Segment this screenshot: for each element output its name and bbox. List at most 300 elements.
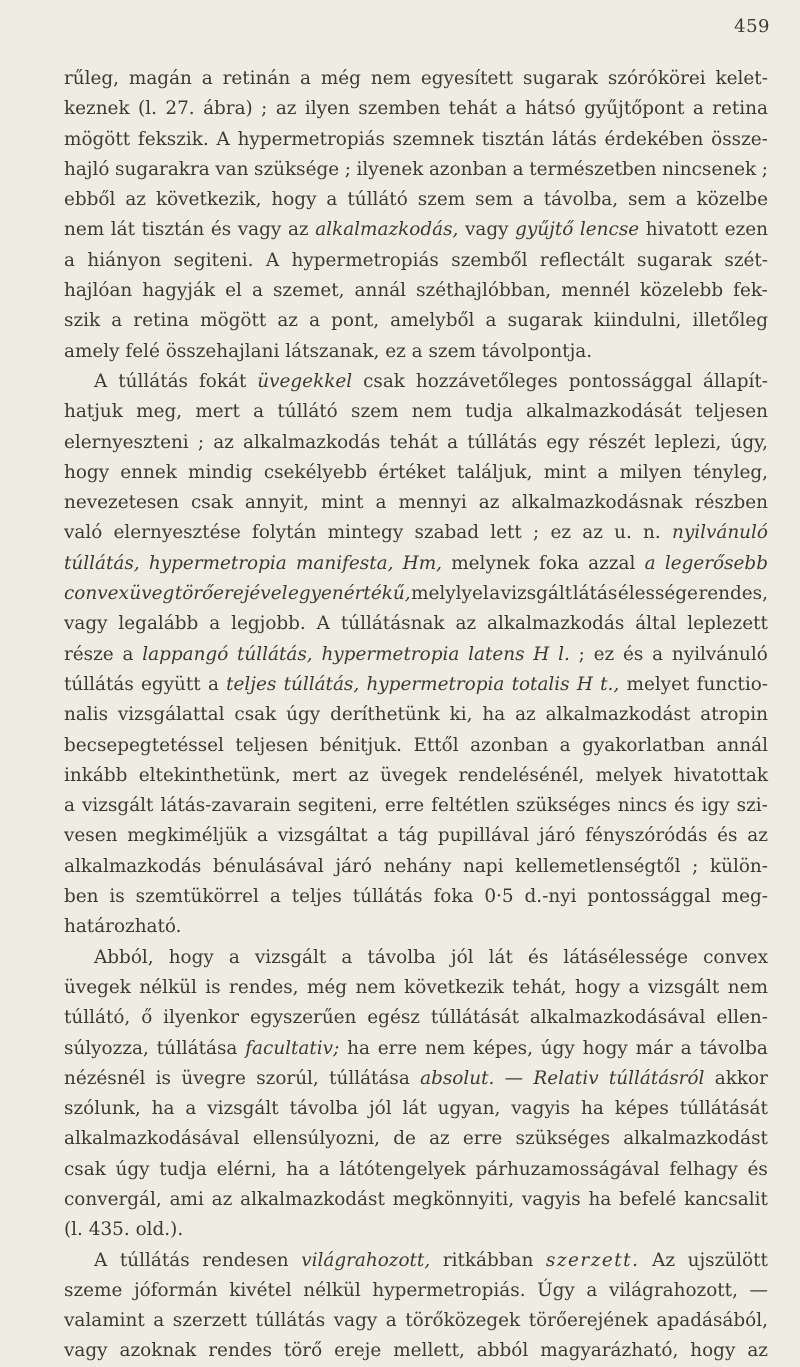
text-line — [64, 185, 768, 215]
word: amely — [64, 340, 120, 362]
word: mintegy — [327, 522, 404, 544]
text-line — [64, 276, 768, 306]
word: távolba — [289, 1098, 359, 1120]
word: csekélyebb — [263, 461, 368, 483]
word: manifesta, — [295, 552, 394, 574]
word: élessége — [617, 583, 698, 605]
word: tisztán — [481, 128, 545, 150]
word: a — [377, 825, 389, 847]
text-line — [64, 640, 768, 670]
word: túllátását — [430, 1007, 519, 1029]
word: szem — [351, 401, 399, 423]
word: ha — [482, 704, 506, 726]
word: becsepegtetéssel — [64, 734, 224, 756]
text-line — [64, 337, 768, 367]
word: csak — [234, 704, 277, 726]
body-text — [64, 64, 768, 1367]
word: ilyenkor — [163, 1007, 240, 1029]
word: a — [201, 68, 213, 89]
word: pontossággal — [568, 370, 693, 392]
word: rűleg, — [64, 68, 120, 89]
word: nyilvánuló — [671, 522, 768, 544]
word: annál — [354, 280, 407, 302]
word: 27. — [165, 98, 195, 120]
word: annyit, — [244, 492, 310, 514]
word: illetőleg — [692, 310, 768, 332]
word: ellen- — [716, 1007, 768, 1029]
word: az — [515, 704, 536, 726]
word: teljesen — [695, 401, 768, 423]
word: ; — [692, 855, 699, 877]
word: mert — [195, 401, 240, 423]
word: rendesen — [202, 1249, 289, 1271]
word: alkalmazkodást — [240, 1188, 385, 1210]
word: nincsenek — [662, 158, 757, 180]
word: A — [265, 249, 280, 271]
word: Abból, — [94, 946, 154, 968]
word: ez — [385, 340, 406, 362]
word: az — [455, 613, 477, 635]
word: erre — [384, 795, 425, 817]
word: hogy — [574, 976, 621, 998]
word: sugarak — [507, 310, 583, 332]
word: állapít- — [703, 370, 768, 392]
word: ritkábban — [442, 1249, 534, 1271]
word: jól — [368, 1098, 392, 1120]
word: következik — [404, 976, 504, 998]
word: inkább — [64, 764, 128, 786]
text-line — [64, 1246, 768, 1276]
word: hajlóan — [64, 280, 133, 302]
word: a — [505, 98, 517, 120]
word: hypermetropia — [148, 552, 287, 574]
word: tisztán — [141, 219, 205, 241]
word: egy — [546, 431, 580, 453]
word: szemnek — [392, 128, 474, 150]
word: H — [533, 643, 550, 665]
text-line — [64, 215, 768, 245]
word: fekszik. — [137, 128, 209, 150]
word: kancsalit — [684, 1188, 768, 1210]
word: melyek — [595, 764, 663, 786]
word: alkalmazkodásával — [529, 1007, 706, 1029]
word: ilyen — [304, 98, 350, 120]
word: hátsó — [524, 98, 576, 120]
word: a — [253, 401, 265, 423]
word: is — [205, 976, 221, 998]
word: úgy — [115, 1158, 150, 1180]
word: üvegek — [380, 764, 448, 786]
word: ilyenek — [356, 158, 424, 180]
word: convex — [64, 583, 129, 605]
word: is — [155, 1067, 171, 1089]
word: ennek — [120, 461, 177, 483]
word: vizsgált — [207, 1098, 279, 1120]
word: mert — [292, 764, 337, 786]
word: rendes, — [229, 976, 299, 998]
word: amelyből — [390, 310, 475, 332]
word: sugarak — [637, 249, 712, 271]
word: vizsgálattal — [117, 704, 225, 726]
word: törőerejével — [174, 583, 288, 605]
text-line — [64, 1215, 768, 1245]
word: gyűjtőpont — [584, 98, 685, 120]
word: az — [348, 764, 369, 786]
word: érdekében — [604, 128, 704, 150]
word: külön- — [709, 855, 768, 877]
text-line — [64, 155, 768, 185]
word: azonban — [470, 734, 549, 756]
word: mint — [543, 461, 587, 483]
word: túllátás — [119, 1249, 190, 1271]
word: sugarakra — [115, 158, 210, 180]
text-line — [64, 852, 768, 882]
text-line — [64, 246, 768, 276]
word: közelbe — [696, 189, 768, 211]
word: annál — [716, 734, 768, 756]
word: kelet- — [715, 68, 768, 89]
word: az — [277, 310, 298, 332]
word: távolba, — [543, 189, 619, 211]
word: rendelésénél, — [458, 764, 585, 786]
text-line — [64, 518, 768, 548]
word: nem — [424, 1037, 466, 1059]
word: a — [375, 492, 387, 514]
word: túllátása — [156, 1037, 238, 1059]
word: túllátása — [329, 1067, 410, 1089]
word: apadásából, — [656, 1310, 768, 1332]
word: melynek — [451, 552, 530, 574]
word: ereje — [334, 1340, 382, 1362]
word: feltétlen — [431, 795, 510, 817]
word: a — [675, 189, 687, 211]
word: törőközegek — [405, 1310, 521, 1332]
word: atropin — [700, 704, 768, 726]
word: az — [125, 189, 146, 211]
word: járó — [538, 825, 576, 847]
word: ez — [593, 643, 615, 665]
word: retina — [712, 98, 768, 120]
word: elernyesztése — [113, 522, 241, 544]
word: már — [635, 1037, 673, 1059]
word: van — [215, 158, 249, 180]
word: ha — [151, 1098, 175, 1120]
word: súlyozza, — [64, 1037, 149, 1059]
word: alkalmazkodását — [526, 401, 682, 423]
word: hagyják — [142, 280, 216, 302]
word: a — [411, 340, 423, 362]
word: az — [429, 1128, 450, 1150]
word: melyet — [626, 673, 690, 695]
word: nem — [411, 401, 452, 423]
word: látás — [572, 583, 618, 605]
word: lát — [402, 1098, 427, 1120]
word: — — [749, 1279, 768, 1301]
text-line — [64, 306, 768, 336]
word: határozható. — [64, 916, 182, 938]
word: alkalmazkodásnak — [511, 492, 683, 514]
word: az — [287, 219, 309, 241]
word: részben — [694, 492, 768, 514]
word: a — [228, 946, 240, 968]
word: még — [320, 68, 361, 89]
word: az — [275, 98, 297, 120]
word: (l. — [64, 1219, 83, 1241]
word: segiteni, — [297, 795, 378, 817]
word: ben — [64, 886, 99, 908]
word: retina — [133, 310, 190, 332]
word: találjuk, — [456, 461, 533, 483]
word: legalább — [118, 613, 199, 635]
word: a — [644, 552, 656, 574]
word: lát — [488, 946, 513, 968]
word: szét- — [724, 249, 768, 271]
word: a — [597, 461, 609, 483]
word: A — [94, 1249, 108, 1271]
word: pupillával — [437, 825, 530, 847]
word: világrahozott, — [608, 1279, 738, 1301]
word: széthajlóbban, — [416, 280, 552, 302]
word: ez — [550, 522, 572, 544]
word: valamint — [64, 1310, 145, 1332]
word: ha — [588, 1188, 612, 1210]
word: vagyis — [521, 1188, 581, 1210]
word: legjobb. — [231, 613, 306, 635]
word: absolut. — [420, 1067, 495, 1089]
word: Ettől — [413, 734, 459, 756]
word: hivatott — [645, 219, 719, 241]
word: által — [635, 613, 677, 635]
word: megkönnyiti, — [392, 1188, 515, 1210]
page-number: 459 — [734, 16, 770, 37]
word: erre — [377, 1037, 418, 1059]
word: és — [527, 946, 549, 968]
word: totalis — [511, 673, 570, 695]
word: üvegek — [64, 976, 131, 998]
word: nélkül — [303, 1279, 361, 1301]
word: pont, — [331, 310, 380, 332]
word: ujszülött — [687, 1249, 768, 1271]
text-line — [64, 94, 768, 124]
word: erre — [462, 1128, 503, 1150]
word: túllátás — [467, 431, 538, 453]
word: mennél — [561, 280, 630, 302]
word: Hm, — [402, 552, 442, 574]
word: n. — [643, 522, 661, 544]
word: hypermetropiás. — [372, 1279, 526, 1301]
word: szi- — [736, 795, 768, 817]
word: vizsgált — [647, 976, 720, 998]
word: 435. — [88, 1219, 130, 1241]
word: Úgy — [537, 1279, 575, 1301]
word: Az — [652, 1249, 676, 1271]
word: ha — [286, 1158, 310, 1180]
word: meg, — [136, 401, 183, 423]
word: távolba — [367, 946, 436, 968]
text-line — [64, 458, 768, 488]
text-line — [64, 821, 768, 851]
word: H — [576, 673, 593, 695]
word: következik, — [155, 189, 262, 211]
word: úgy — [286, 704, 321, 726]
word: fek- — [733, 280, 768, 302]
word: vizsgált — [254, 946, 327, 968]
word: tényleg, — [693, 461, 768, 483]
text-line — [64, 1003, 768, 1033]
word: bénulásával — [212, 855, 324, 877]
word: A — [94, 370, 108, 392]
word: mindig — [188, 461, 253, 483]
word: úgy — [540, 1037, 575, 1059]
word: a — [185, 1098, 197, 1120]
word: szemet, — [272, 280, 345, 302]
word: magán — [128, 68, 192, 89]
word: hozzávetőleges — [415, 370, 558, 392]
text-line — [64, 1336, 768, 1366]
word: befelé — [619, 1188, 677, 1210]
word: convergál, — [64, 1188, 162, 1210]
word: magyarázható, — [540, 1340, 679, 1362]
text-line — [64, 64, 768, 94]
word: eltekinthetünk, — [138, 764, 281, 786]
word: alkalmazkodás — [487, 613, 625, 635]
word: ; — [197, 431, 205, 453]
text-line — [64, 1185, 768, 1215]
text-line — [64, 1064, 768, 1094]
text-line — [64, 549, 768, 579]
word: a — [652, 643, 664, 665]
word: szemtükörrel — [135, 886, 259, 908]
word: szüksége — [254, 158, 340, 180]
word: együtt — [141, 673, 201, 695]
word: az — [747, 825, 768, 847]
word: ezen — [724, 219, 768, 241]
word: vagy — [333, 1310, 378, 1332]
word: üvegre — [181, 1067, 246, 1089]
word: képes, — [472, 1037, 533, 1059]
word: a — [447, 431, 459, 453]
text-line — [64, 488, 768, 518]
word: elérni, — [216, 1158, 277, 1180]
word: tehát — [448, 98, 498, 120]
word: túllátásnak — [340, 613, 445, 635]
word: hogy — [64, 461, 110, 483]
word: ki, — [449, 704, 473, 726]
word: a — [207, 673, 219, 695]
word: vagy — [464, 219, 509, 241]
word: ugyan, — [437, 1098, 501, 1120]
word: deríthetünk — [330, 704, 440, 726]
text-line — [64, 912, 768, 942]
word: rendes, — [698, 583, 768, 605]
word: megkiméljük — [127, 825, 248, 847]
word: nézésnél — [64, 1067, 146, 1089]
word: keznek — [64, 98, 130, 120]
word: ; — [344, 158, 351, 180]
word: is — [109, 886, 125, 908]
word: ; — [761, 158, 768, 180]
word: foka — [538, 552, 579, 574]
text-line — [64, 882, 768, 912]
word: a — [559, 734, 571, 756]
word: abból — [476, 1340, 529, 1362]
word: leplezett — [687, 613, 768, 635]
word: mögött — [64, 128, 131, 150]
word: túllátás, — [283, 673, 360, 695]
word: A — [216, 128, 230, 150]
word: úgy, — [730, 431, 768, 453]
word: fényszóródás — [585, 825, 708, 847]
word: túllátás, — [237, 643, 313, 665]
word: lappangó — [142, 643, 229, 665]
word: hypermetropiás — [291, 249, 439, 271]
word: a — [257, 825, 268, 847]
word: tudja — [159, 1158, 207, 1180]
word: vagy — [237, 219, 282, 241]
word: vizsgált — [82, 795, 154, 817]
word: szórókörei — [607, 68, 706, 89]
word: ábra) — [203, 98, 253, 120]
word: ő — [141, 1007, 153, 1029]
text-line — [64, 700, 768, 730]
word: vagyis — [511, 1098, 571, 1120]
word: rendes — [208, 1340, 272, 1362]
word: A — [316, 613, 330, 635]
word: sem — [475, 189, 513, 211]
word: az — [582, 522, 603, 544]
word: vizsgáltat — [277, 825, 368, 847]
text-line — [64, 428, 768, 458]
word: a — [309, 310, 321, 332]
word: kiindulni, — [593, 310, 682, 332]
word: retinán — [222, 68, 291, 89]
text-line — [64, 1306, 768, 1336]
word: jóformán — [133, 1279, 218, 1301]
word: hogy — [582, 1037, 628, 1059]
word: hypermetropia — [321, 643, 460, 665]
word: elernyeszteni — [64, 431, 189, 453]
word: hajló — [64, 158, 110, 180]
word: túllátás — [64, 673, 134, 695]
word: bénitjuk. — [319, 734, 403, 756]
word: szólunk, — [64, 1098, 141, 1120]
word: l. — [558, 643, 570, 665]
word: látótengelyek — [339, 1158, 466, 1180]
word: lát — [110, 219, 136, 241]
word: teljesen — [235, 734, 309, 756]
word: való — [64, 522, 103, 544]
word: teljes — [226, 673, 277, 695]
word: 0·5 — [484, 886, 514, 908]
word: ha — [347, 1037, 370, 1059]
word: hiányon — [87, 249, 162, 271]
word: világrahozott, — [301, 1249, 431, 1271]
word: latens — [468, 643, 525, 665]
word: el — [225, 280, 242, 302]
word: a — [692, 98, 704, 120]
word: hogy — [271, 189, 317, 211]
word: pontossággal — [587, 886, 711, 908]
word: csak — [191, 492, 233, 514]
word: nem — [355, 976, 396, 998]
word: részét — [588, 431, 646, 453]
text-line — [64, 1094, 768, 1124]
word: de — [393, 1128, 416, 1150]
word: facultativ; — [245, 1037, 340, 1059]
word: ami — [169, 1188, 204, 1210]
word: szemből — [451, 249, 528, 271]
word: a — [122, 643, 134, 665]
